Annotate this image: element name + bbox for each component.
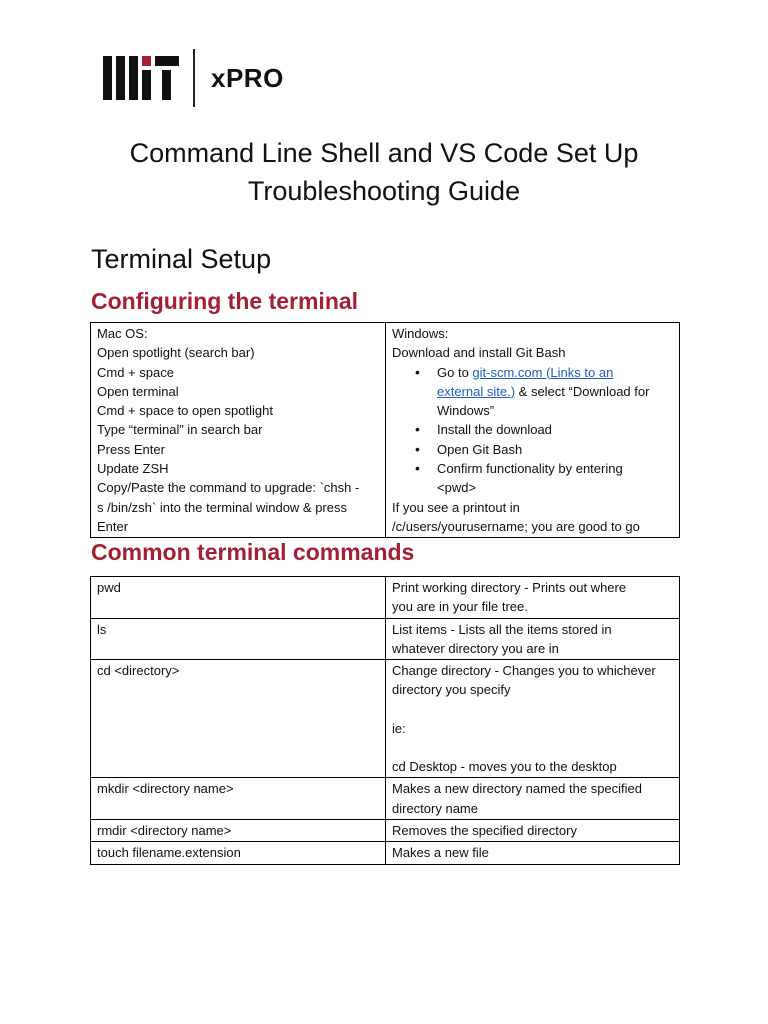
git-scm-link[interactable]: git-scm.com (Links to an xyxy=(472,364,614,380)
description-line: Removes the specified directory xyxy=(392,822,577,838)
table-row xyxy=(91,577,680,619)
list-item xyxy=(437,440,674,459)
description-cell xyxy=(386,778,680,820)
description-cell xyxy=(386,618,680,660)
description-line: Makes a new file xyxy=(392,845,489,861)
mac-cell xyxy=(91,323,386,538)
configuring-heading: Configuring the terminal xyxy=(91,288,359,314)
description-cell xyxy=(386,577,680,619)
table-row xyxy=(91,660,680,778)
blank-line xyxy=(392,700,674,719)
windows-cell xyxy=(386,323,680,538)
description-line: Print working directory - Prints out where xyxy=(392,580,627,595)
description-cell xyxy=(386,819,680,841)
mac-line: Enter xyxy=(97,518,129,534)
description-line: directory name xyxy=(392,800,478,816)
table-row xyxy=(91,778,680,820)
list-item xyxy=(437,363,674,421)
bullet-text: • Open Git Bash xyxy=(437,441,523,457)
commands-table xyxy=(90,576,680,865)
mac-line: Cmd + space to open spotlight xyxy=(97,403,273,419)
mac-line: s /bin/zsh` into the terminal window & press xyxy=(97,499,347,515)
description-line: cd Desktop - moves you to the desktop xyxy=(392,759,617,775)
description-line: whatever directory you are in xyxy=(392,640,559,656)
mac-line: Type “terminal” in search bar xyxy=(97,422,263,438)
windows-steps-list xyxy=(392,363,674,498)
logo-product-name: xPRO xyxy=(211,62,284,93)
bullet-text: & select “Download for xyxy=(515,383,650,399)
command-cell: cd <directory> xyxy=(91,660,386,778)
configuring-table xyxy=(90,322,680,538)
command-cell: pwd xyxy=(91,577,386,619)
command-cell: rmdir <directory name> xyxy=(91,819,386,841)
mit-logo-icon xyxy=(103,56,179,100)
mit-xpro-logo xyxy=(103,48,284,108)
bullet-text: Go to xyxy=(437,364,473,380)
mac-line: Update ZSH xyxy=(97,461,169,477)
description-cell xyxy=(386,660,680,778)
mac-line: Open spotlight (search bar) xyxy=(97,345,255,361)
command-cell: ls xyxy=(91,618,386,660)
blank-line xyxy=(392,738,674,757)
description-line: directory you specify xyxy=(392,682,511,698)
description-line: Makes a new directory named the specified xyxy=(392,781,643,797)
git-scm-link-continued[interactable]: external site.) xyxy=(437,383,516,399)
description-cell xyxy=(386,842,680,864)
command-cell: mkdir <directory name> xyxy=(91,778,386,820)
logo-divider xyxy=(193,49,195,107)
description-line: List items - Lists all the items stored in xyxy=(392,621,612,637)
title-line-2: Troubleshooting Guide xyxy=(247,176,521,206)
mac-line: Open terminal xyxy=(97,383,179,399)
mac-line: Mac OS: xyxy=(97,326,148,341)
description-line: Change directory - Changes you to whichever xyxy=(392,663,656,679)
table-row xyxy=(91,618,680,660)
table-row xyxy=(91,323,680,538)
document-title xyxy=(0,134,768,210)
common-commands-heading: Common terminal commands xyxy=(91,539,415,565)
list-item xyxy=(437,459,674,498)
table-row xyxy=(91,842,680,864)
description-line: you are in your file tree. xyxy=(392,599,528,615)
bullet-text: • Install the download xyxy=(437,422,552,438)
bullet-text: • Confirm functionality by entering xyxy=(437,461,623,477)
title-line-1: Command Line Shell and VS Code Set Up xyxy=(129,138,639,168)
mac-line: Press Enter xyxy=(97,441,165,457)
mac-line: Copy/Paste the command to upgrade: `chsh - xyxy=(97,480,360,496)
mac-line: Cmd + space xyxy=(97,364,174,380)
bullet-text: Windows” xyxy=(437,403,495,419)
section-heading: Terminal Setup xyxy=(91,244,272,274)
bullet-text: <pwd> xyxy=(437,480,477,496)
table-row xyxy=(91,819,680,841)
windows-footer: If you see a printout in xyxy=(392,499,520,515)
windows-subheader: Download and install Git Bash xyxy=(392,345,566,361)
list-item xyxy=(437,420,674,439)
windows-footer: /c/users/yourusername; you are good to go xyxy=(392,518,640,534)
description-line: ie: xyxy=(392,720,406,736)
command-cell: touch filename.extension xyxy=(91,842,386,864)
windows-header: Windows: xyxy=(392,326,449,341)
